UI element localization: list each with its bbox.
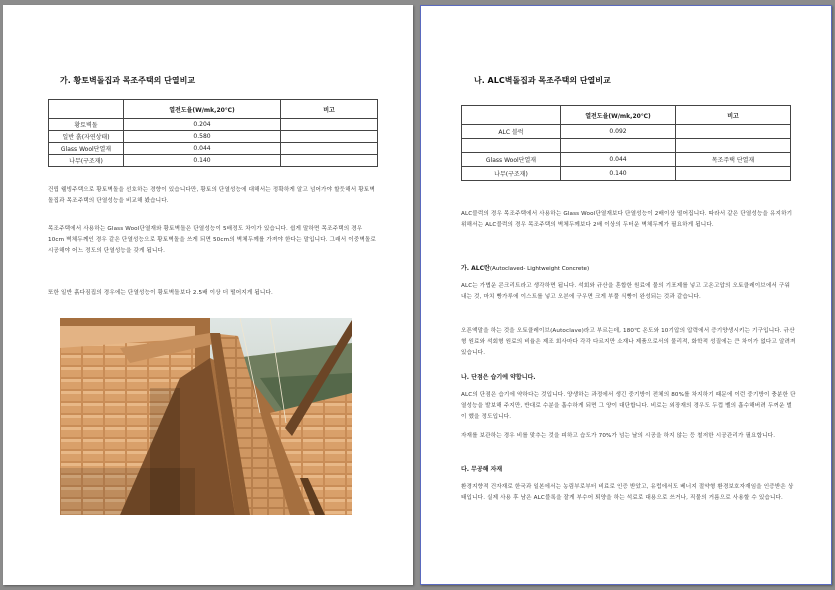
table-row: [462, 153, 791, 167]
table-cell: [281, 131, 378, 143]
table-cell: [281, 143, 378, 155]
paragraph: 환경지향적 건자재로 한국과 일본에서는 농림부로부터 비료로 인증 받았고, 유럽에서도 베너지 절약형 환경보호자재임을 인증받은 상태입니다. 실제 사용 후 남은 ALC블록을 잘게 부수어 퇴양을 하는 석료로 대용으로 쓰거나, 직물의 거름으로 사용할 수 있습니다.: [461, 484, 794, 501]
table-cell: 0.092: [561, 125, 676, 139]
section-title-right: 나. ALC벽돌집과 목조주택의 단열비교: [474, 76, 611, 85]
table-cell: [462, 139, 561, 153]
table-cell: ALC 블럭: [462, 125, 561, 139]
section-title-left: 가. 황토벽돌집과 목조주택의 단열비교: [60, 76, 196, 85]
table-row: [49, 155, 378, 167]
paragraph: 목조주택에서 사용하는 Glass Wool단열재와 황토벽돌은 단열성능이 5배정도 차이가 있습니다. 쉽게 말하면 목조주택의 경우 10cm 벽체두께인 경우 같은 단열성능으로 황토벽돌을 쓰게 되면 50cm의 벽체두께를 가져야 한다는 말입니다. 그래서 이중벽돌로 시공해야 어느 정도의 단열성능을 갖게 됩니다.: [48, 226, 376, 254]
subsection-title: 다. 무공해 자재: [461, 466, 503, 473]
table-cell: 0.580: [124, 131, 281, 143]
table-header-cell: [49, 100, 124, 119]
table-header-row: [462, 106, 791, 125]
table-cell: 0.044: [561, 153, 676, 167]
table-cell: 일반 흙(자연상태): [49, 131, 124, 143]
table-cell: 0.140: [124, 155, 281, 167]
table-row: [462, 125, 791, 139]
table-cell: Glass Wool단열재: [49, 143, 124, 155]
paragraph: ALC블럭의 경우 목조주택에서 사용하는 Glass Wool단열재보다 단열성능이 2배이상 떨어집니다. 따라서 같은 단열성능을 유지하기 위해서는 ALC블럭의 경우 목조주택의 벽체두께보다 2배 이상의 두터운 벽체두께가 필요하게 됩니다.: [461, 211, 793, 228]
table-header-cell: 비고: [676, 106, 791, 125]
table-row: [462, 139, 791, 153]
table-cell: [281, 155, 378, 167]
table-header-cell: 열전도율(W/mk,20℃): [124, 100, 281, 119]
table-cell: [676, 139, 791, 153]
table-cell: [676, 125, 791, 139]
table-cell: 목조주택 단열재: [676, 153, 791, 167]
table-row: [49, 131, 378, 143]
paragraph: 또한 일반 흙다짐집의 경우에는 단열성능이 황토벽돌보다 2.5배 이상 더 떨어지게 됩니다.: [48, 290, 273, 296]
table-row: [462, 167, 791, 181]
table-cell: [676, 167, 791, 181]
paragraph: ALC의 단점은 습기에 약하다는 것입니다. 양생하는 과정에서 생긴 중기방이 전체의 80%를 차지하기 때문에 이런 중기방이 충분한 단열성능을 발보해 주지만, 반대로 수분을 흡수하게 되면 그 양이 대단합니다. 비로는 외장재의 경우도 두껍 벨의 흡수해버려 두꺼운 벌이 했을 정도입니다.: [461, 392, 796, 420]
table-cell: 0.204: [124, 119, 281, 131]
paragraph: 오픈액말을 하는 것을 오토클레이브(Autoclave)라고 부르는데, 180℃ 온도와 10기압의 압력에서 증기양생시키는 기구입니다. 규산형 원료와 석회형 원료의 비율은 제조 회사마다 각각 다르지만 소재나 제품으로서의 물리적, 화학적 성질에는 큰 차이가 없다고 알려져 있습니다.: [461, 328, 796, 356]
subsection-title: [461, 263, 589, 272]
conductivity-table-right: [461, 105, 791, 181]
document-page-left: [3, 5, 413, 585]
table-cell: 0.140: [561, 167, 676, 181]
subsection-title: 나. 단점은 습기에 약합니다.: [461, 374, 536, 381]
subsection-note: (Autoclaved- Lightweight Concrete): [489, 266, 590, 272]
table-cell: 황토벽돌: [49, 119, 124, 131]
table-cell: [561, 139, 676, 153]
paragraph: 건립 웰빙주택으로 황토벽돌을 선호하는 경향이 있습니다만, 황토의 단열성능에 대해서는 정확하게 알고 넘어가야 할듯해서 황토벽돌집과 목조주택의 단열성능을 비교해 봤습니다.: [48, 187, 375, 204]
paragraph: ALC는 가볍운 콘크리트라고 생각하면 됩니다. 석회와 규산을 혼합한 원료에 물의 기포제를 넣고 고온고압의 오토클레이브에서 구워 내는 것, 마치 빵가루에 이스트를 넣고 오븐에 구우면 크게 부풀 식빵이 완성되는 것과 같습니다.: [461, 283, 791, 300]
subsection-label: 가. ALC란: [461, 265, 490, 272]
table-cell: 0.044: [124, 143, 281, 155]
table-row: [49, 143, 378, 155]
conductivity-table-left: [48, 99, 378, 167]
table-header-cell: 열전도율(W/mk,20℃): [561, 106, 676, 125]
table-header-row: [49, 100, 378, 119]
table-cell: 나무(구조재): [462, 167, 561, 181]
document-page-right: [420, 5, 832, 585]
table-row: [49, 119, 378, 131]
table-header-cell: 비고: [281, 100, 378, 119]
brick-wall-construction-photo: [60, 318, 352, 515]
paragraph: 자재를 보관하는 경우 비를 맞추는 것을 피하고 습도가 70%가 넘는 날의 시공을 하지 않는 등 철저한 시공관리가 필요합니다.: [461, 433, 776, 439]
table-header-cell: [462, 106, 561, 125]
table-cell: Glass Wool단열재: [462, 153, 561, 167]
table-cell: [281, 119, 378, 131]
table-cell: 나무(구조재): [49, 155, 124, 167]
